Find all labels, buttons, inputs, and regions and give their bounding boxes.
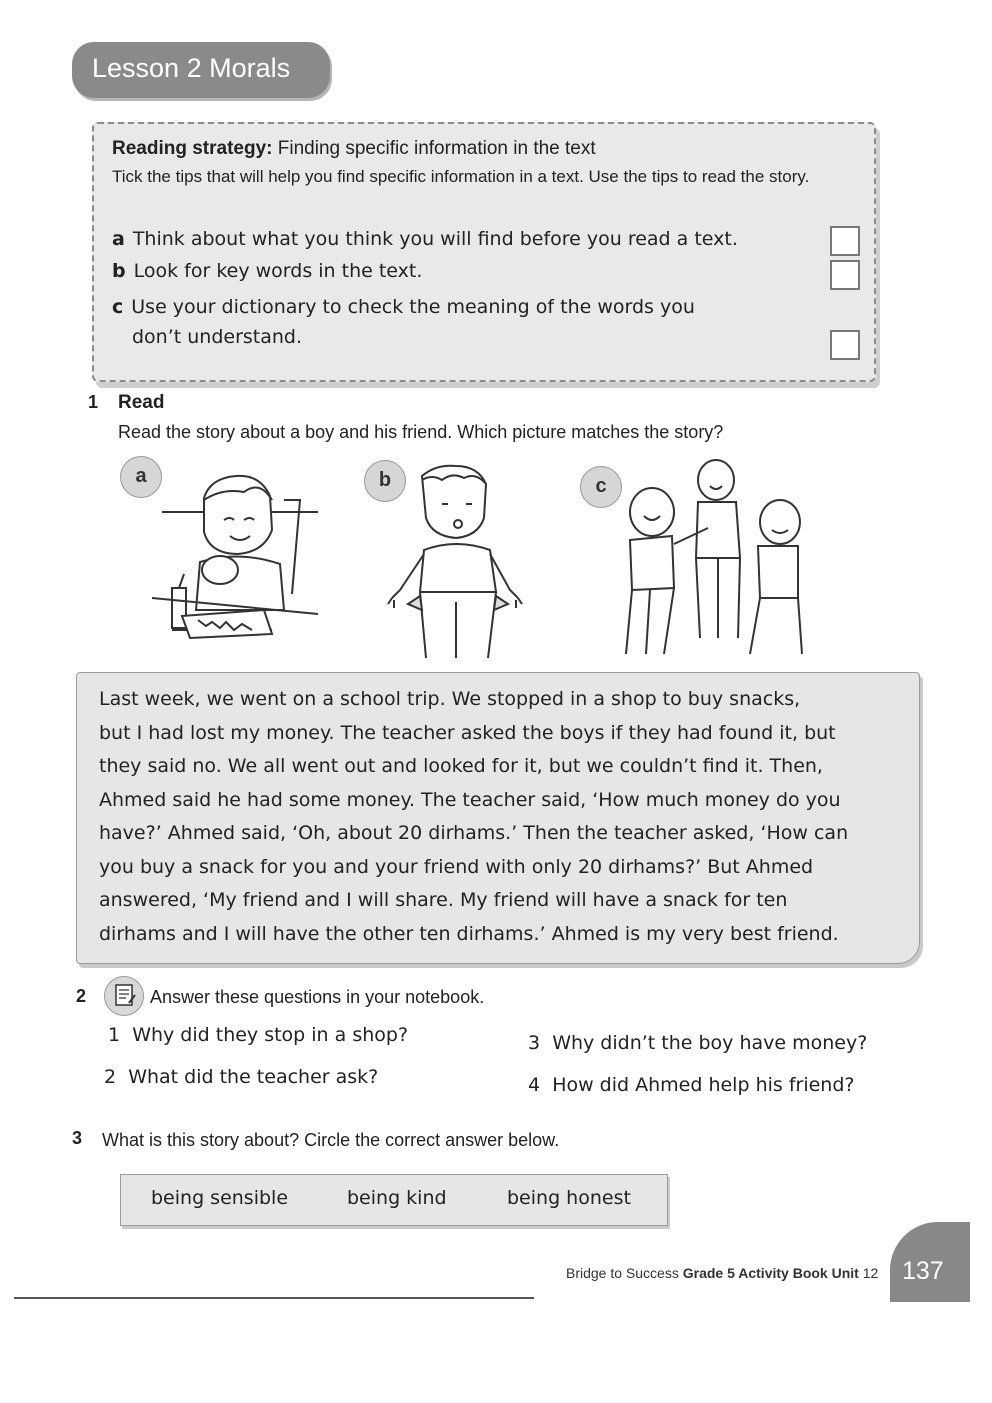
story-line: they said no. We all went out and looked for it, but we couldn’t find it. Then, [99, 755, 823, 777]
boy-empty-pockets-icon [386, 462, 526, 662]
question-4 [528, 1074, 854, 1096]
question-2 [104, 1066, 378, 1088]
picture-label-b: b [364, 460, 406, 502]
tip-text: Look for key words in the text. [133, 260, 423, 282]
tick-box-a[interactable] [830, 226, 860, 256]
tip-letter: c [112, 296, 124, 318]
answer-option-honest[interactable]: being honest [507, 1187, 631, 1209]
section1-number: 1 [88, 392, 99, 412]
tip-b [112, 260, 422, 282]
tick-box-c[interactable] [830, 330, 860, 360]
tip-letter: a [112, 228, 125, 250]
section3-number: 3 [72, 1128, 83, 1148]
lesson-title: Lesson 2 Morals [92, 53, 291, 83]
tip-c-line2: don’t understand. [132, 326, 303, 348]
footer-book-plain: Bridge to Success [566, 1265, 683, 1281]
tip-letter: b [112, 260, 126, 282]
question-number: 2 [104, 1066, 117, 1088]
lesson-title-tab [72, 42, 330, 98]
strategy-heading-rest: Finding specific information in the text [272, 138, 596, 159]
question-text: How did Ahmed help his friend? [552, 1074, 855, 1096]
question-number: 4 [528, 1074, 541, 1096]
story-line: but I had lost my money. The teacher asked the boys if they had found it, but [99, 721, 836, 744]
question-text: What did the teacher ask? [128, 1066, 379, 1088]
tip-text: Think about what you think you will find before you read a text. [132, 228, 738, 250]
question-number: 3 [528, 1032, 541, 1054]
footer-book-bold: Grade 5 Activity Book Unit [682, 1265, 859, 1281]
story-line: answered, ‘My friend and I will share. My friend will have a snack for ten [99, 889, 788, 911]
page-number: 137 [902, 1257, 944, 1285]
story-text [99, 683, 899, 951]
story-line: dirhams and I will have the other ten dirhams.’ Ahmed is my very best friend. [99, 922, 839, 945]
story-line: have?’ Ahmed said, ‘Oh, about 20 dirhams.’ Then the teacher asked, ‘How can [99, 822, 849, 844]
footer-divider [14, 1297, 534, 1299]
footer-unit: 12 [858, 1265, 879, 1281]
book-footer [566, 1265, 878, 1281]
section1-instruction: Read the story about a boy and his friend. Which picture matches the story? [118, 422, 724, 442]
answer-option-sensible[interactable]: being sensible [151, 1187, 289, 1209]
strategy-instruction: Tick the tips that will help you find specific information in a text. Use the tips to read the story. [112, 167, 810, 186]
tick-box-b[interactable] [830, 260, 860, 290]
boys-laughing-icon [612, 458, 808, 666]
story-line: Last week, we went on a school trip. We stopped in a shop to buy snacks, [99, 688, 801, 710]
answer-options-box [120, 1174, 668, 1226]
question-1 [108, 1024, 408, 1046]
question-text: Why didn’t the boy have money? [552, 1032, 868, 1054]
answer-option-kind[interactable]: being kind [347, 1187, 447, 1209]
tip-text-line1: Use your dictionary to check the meaning of the words you [131, 296, 695, 318]
picture-label-a: a [120, 456, 162, 498]
picture-label-c: c [580, 466, 622, 508]
boy-eating-icon [152, 470, 324, 646]
story-line: you buy a snack for you and your friend with only 20 dirhams?’ But Ahmed [99, 855, 814, 878]
strategy-heading-bold: Reading strategy: [112, 138, 273, 159]
story-line: Ahmed said he had some money. The teacher said, ‘How much money do you [99, 788, 841, 811]
question-3 [528, 1032, 867, 1054]
strategy-heading [112, 138, 596, 160]
tip-c [112, 296, 695, 318]
question-number: 1 [108, 1024, 121, 1046]
section1-title: Read [118, 392, 165, 413]
section3-instruction: What is this story about? Circle the correct answer below. [102, 1130, 560, 1150]
section2-instruction: Answer these questions in your notebook. [150, 987, 485, 1007]
question-text: Why did they stop in a shop? [132, 1024, 409, 1046]
section2-number: 2 [76, 986, 87, 1006]
page-number-tab [890, 1222, 970, 1302]
reading-strategy-box [92, 122, 876, 382]
notebook-icon [104, 976, 144, 1016]
tip-a [112, 228, 738, 250]
story-box [76, 672, 920, 964]
